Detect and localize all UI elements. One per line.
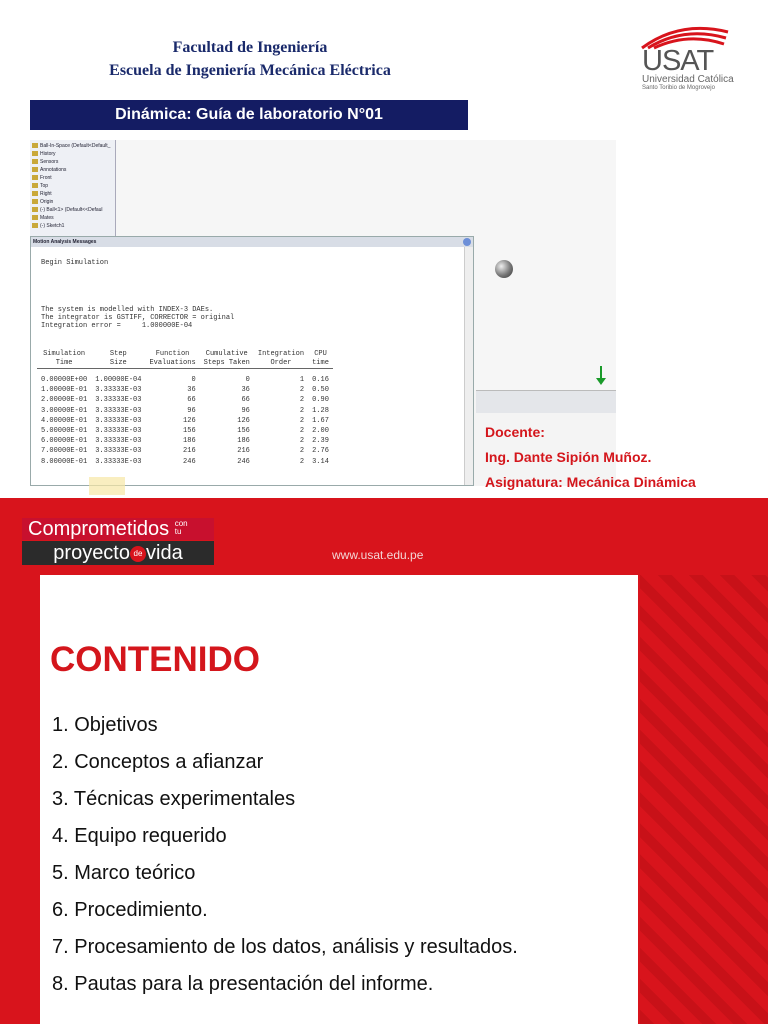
table-cell: 96: [241, 406, 250, 415]
arrowhead-icon: [596, 378, 606, 385]
table-cell: 2: [299, 437, 305, 446]
logo-tagline: Santo Toribio de Mogrovejo: [642, 85, 715, 91]
simulation-table: [37, 350, 333, 467]
table-header: CPU time: [308, 350, 333, 369]
tree-item[interactable]: Top: [32, 182, 113, 190]
logo-subtitle: Universidad Católica: [642, 74, 734, 85]
table-cell: 66: [241, 396, 250, 405]
guide-title: Dinámica: Guía de laboratorio N°01: [30, 100, 468, 130]
tree-node-icon: [32, 207, 38, 212]
red-pattern: [640, 575, 768, 1024]
table-cell: 3.33333E-03: [95, 406, 142, 415]
table-cell: 2.00: [312, 427, 329, 436]
close-icon: [463, 238, 471, 246]
table-header: Function Evaluations: [145, 350, 199, 369]
table-cell: 156: [237, 427, 250, 436]
table-cell: 3.14: [312, 457, 329, 466]
content-item: 7. Procesamiento de los datos, análisis y resultados.: [52, 936, 518, 958]
tree-item[interactable]: Mates: [32, 214, 113, 222]
table-cell: 126: [183, 416, 196, 425]
messages-window: [30, 236, 474, 486]
table-cell: 0.90: [312, 396, 329, 405]
table-cell: 0.16: [312, 376, 329, 384]
table-cell: 1.00000E-01: [41, 386, 88, 395]
table-cell: 8.00000E-01: [41, 457, 88, 466]
table-cell: 2: [299, 386, 305, 395]
table-row: [37, 385, 333, 395]
table-cell: 96: [187, 406, 196, 415]
docente-label: Docente:: [485, 424, 545, 440]
table-row: [37, 395, 333, 405]
tree-item[interactable]: History: [32, 150, 113, 158]
table-cell: 3.33333E-03: [95, 447, 142, 456]
table-row: [37, 375, 333, 385]
table-cell: 2: [299, 427, 305, 436]
feature-tree: [30, 140, 116, 236]
table-cell: 3.33333E-03: [95, 396, 142, 405]
table-cell: 2: [299, 447, 305, 456]
tree-item[interactable]: (-) Sketch1: [32, 222, 113, 230]
table-cell: 36: [241, 386, 250, 395]
table-cell: 2.39: [312, 437, 329, 446]
tree-item[interactable]: Origin: [32, 198, 113, 206]
tree-item[interactable]: (-) Ball<1> (Default<<Defaul: [32, 206, 113, 214]
subject: Asignatura: Mecánica Dinámica: [485, 474, 696, 490]
content-item: 2. Conceptos a afianzar: [52, 751, 264, 773]
table-cell: 0.00000E+00: [41, 376, 88, 384]
msg-model: The system is modelled with INDEX-3 DAEs.: [41, 306, 214, 314]
table-cell: 2: [299, 416, 305, 425]
window-title: Motion Analysis Messages: [31, 237, 473, 247]
table-cell: 216: [237, 447, 250, 456]
docente-name: Ing. Dante Sipión Muñoz.: [485, 449, 652, 465]
tree-node-icon: [32, 199, 38, 204]
table-cell: 1.67: [312, 416, 329, 425]
table-cell: 36: [187, 386, 196, 395]
tree-node-icon: [32, 167, 38, 172]
school-name: Escuela de Ingeniería Mecánica Eléctrica: [109, 62, 391, 79]
table-cell: 246: [183, 457, 196, 466]
msg-error: Integration error = 1.000000E-04: [41, 322, 193, 330]
table-cell: 6.00000E-01: [41, 437, 88, 446]
scrollbar: [464, 247, 473, 485]
table-header: Simulation Time: [37, 350, 91, 369]
table-cell: 0: [245, 376, 250, 384]
tree-item[interactable]: Front: [32, 174, 113, 182]
table-header: Integration Order: [254, 350, 308, 369]
msg-integrator: The integrator is GSTIFF, CORRECTOR = original: [41, 314, 235, 322]
cursor-highlight: [89, 477, 125, 495]
table-cell: 3.33333E-03: [95, 427, 142, 436]
table-row: [37, 446, 333, 456]
table-row: [37, 426, 333, 436]
logo-name: USAT: [642, 45, 714, 77]
table-row: [37, 416, 333, 426]
website-link[interactable]: www.usat.edu.pe: [332, 548, 424, 562]
table-cell: 1.28: [312, 406, 329, 415]
table-cell: 3.33333E-03: [95, 457, 142, 466]
tree-item[interactable]: Ball-In-Space (Default<Default_: [32, 142, 113, 150]
table-header: Step Size: [91, 350, 145, 369]
table-cell: 1: [299, 376, 305, 384]
tree-node-icon: [32, 191, 38, 196]
content-item: 6. Procedimiento.: [52, 899, 208, 921]
table-cell: 186: [183, 437, 196, 446]
table-cell: 2: [299, 457, 305, 466]
table-cell: 246: [237, 457, 250, 466]
tree-node-icon: [32, 215, 38, 220]
content-item: 5. Marco teórico: [52, 862, 196, 884]
table-row: [37, 436, 333, 446]
content-item: 1. Objetivos: [52, 714, 158, 736]
content-list: [52, 713, 576, 1009]
slide-top: [0, 0, 768, 498]
table-cell: 2.00000E-01: [41, 396, 88, 405]
tree-item[interactable]: Annotations: [32, 166, 113, 174]
docente-block: [485, 420, 696, 495]
table-cell: 7.00000E-01: [41, 447, 88, 456]
table-cell: 3.33333E-03: [95, 437, 142, 446]
table-cell: 0: [191, 376, 196, 384]
table-cell: 156: [183, 427, 196, 436]
tree-item[interactable]: Sensors: [32, 158, 113, 166]
slogan-line1: Comprometidos con tu: [22, 518, 214, 540]
faculty-name: Facultad de Ingeniería: [172, 39, 328, 56]
usat-logo: [640, 20, 740, 96]
msg-begin: Begin Simulation: [41, 259, 109, 267]
tree-node-icon: [32, 143, 38, 148]
header-text: [50, 36, 450, 82]
slogan-line2: proyecto de vida: [22, 541, 214, 565]
table-cell: 2.76: [312, 447, 329, 456]
tree-node-icon: [32, 151, 38, 156]
table-cell: 66: [187, 396, 196, 405]
slogan-de: de: [130, 546, 146, 562]
table-cell: 2: [299, 396, 305, 405]
ball-image: [495, 260, 513, 278]
tree-node-icon: [32, 183, 38, 188]
table-cell: 5.00000E-01: [41, 427, 88, 436]
table-cell: 186: [237, 437, 250, 446]
table-cell: 3.33333E-03: [95, 416, 142, 425]
table-cell: 2: [299, 406, 305, 415]
slogan-con: con tu: [174, 519, 188, 536]
content-item: 8. Pautas para la presentación del informe.: [52, 973, 434, 995]
table-header: Cumulative Steps Taken: [200, 350, 254, 369]
table-row: [37, 457, 333, 467]
table-cell: 3.00000E-01: [41, 406, 88, 415]
table-cell: 0.50: [312, 386, 329, 395]
tree-node-icon: [32, 223, 38, 228]
table-cell: 4.00000E-01: [41, 416, 88, 425]
content-item: 3. Técnicas experimentales: [52, 788, 296, 810]
table-cell: 3.33333E-03: [95, 386, 142, 395]
tree-item[interactable]: Right: [32, 190, 113, 198]
table-row: [37, 406, 333, 416]
tree-node-icon: [32, 175, 38, 180]
content-item: 4. Equipo requerido: [52, 825, 227, 847]
table-cell: 1.00000E-04: [95, 376, 142, 384]
tree-node-icon: [32, 159, 38, 164]
timeline-strip: [476, 390, 616, 413]
content-title: CONTENIDO: [50, 640, 260, 679]
table-cell: 126: [237, 416, 250, 425]
table-cell: 216: [183, 447, 196, 456]
